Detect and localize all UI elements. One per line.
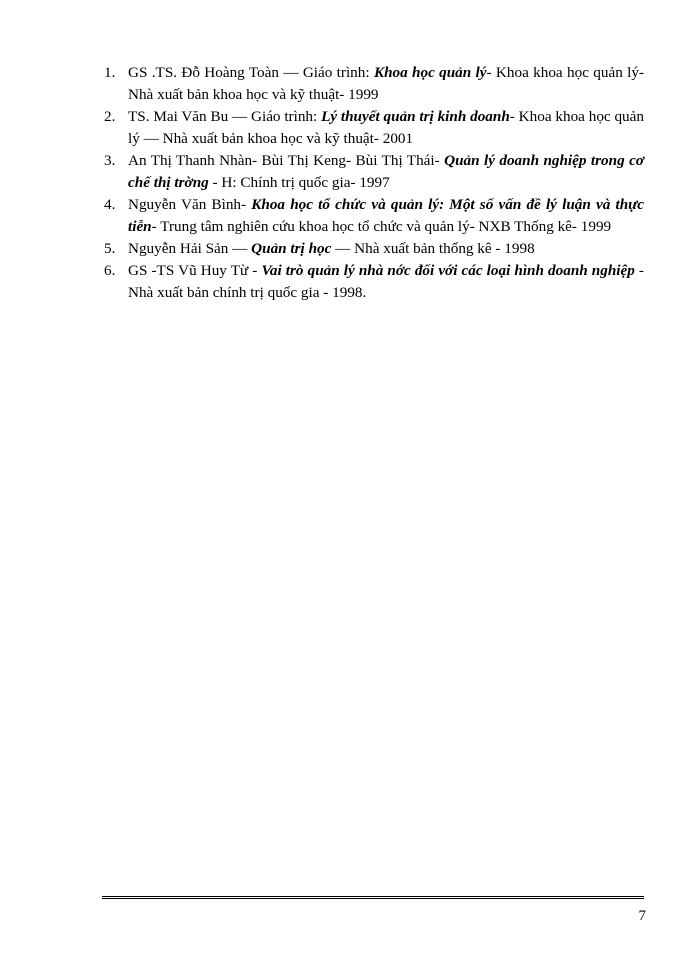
reference-author: TS. Mai Văn Bu — Giáo trình: xyxy=(128,108,322,125)
reference-number: 1. xyxy=(104,64,116,81)
reference-title: Quản trị học xyxy=(251,240,332,257)
reference-item xyxy=(104,194,644,238)
reference-title: Lý thuyết quản trị kinh doanh xyxy=(321,108,510,125)
reference-publisher: - Nhà xuất bản chính trị quốc gia - 1998. xyxy=(128,262,644,301)
reference-title: Vai trò quản lý nhà nớc đối với các loại hình doanh nghiệp xyxy=(261,262,635,279)
reference-item xyxy=(104,106,644,150)
reference-title: Khoa học quản lý xyxy=(373,64,487,81)
reference-title: Quản lý doanh nghiệp trong cơ chế thị trờng xyxy=(128,152,644,191)
page-number: 7 xyxy=(638,908,646,924)
reference-author: An Thị Thanh Nhàn- Bùi Thị Keng- Bùi Thị Thái- xyxy=(128,152,445,169)
reference-publisher: - Khoa khoa học quản lý- Nhà xuất bản khoa học và kỹ thuật- 1999 xyxy=(128,64,644,103)
reference-publisher: — Nhà xuất bản thống kê - 1998 xyxy=(331,240,535,257)
reference-publisher: - Trung tâm nghiên cứu khoa học tổ chức và quản lý- NXB Thống kê- 1999 xyxy=(151,218,612,235)
reference-publisher: - Khoa khoa học quản lý — Nhà xuất bản khoa học và kỹ thuật- 2001 xyxy=(128,108,644,147)
footer-divider xyxy=(102,896,644,899)
reference-item xyxy=(104,238,644,260)
reference-number: 6. xyxy=(104,262,116,279)
reference-author: Nguyễn Hải Sản — xyxy=(128,240,252,257)
reference-author: GS .TS. Đỗ Hoàng Toàn — Giáo trình: xyxy=(128,64,374,81)
reference-item xyxy=(104,150,644,194)
reference-list xyxy=(104,62,644,304)
reference-author: GS -TS Vũ Huy Từ - xyxy=(128,262,262,279)
reference-number: 3. xyxy=(104,152,116,169)
reference-number: 2. xyxy=(104,108,116,125)
reference-item xyxy=(104,260,644,304)
reference-publisher: - H: Chính trị quốc gia- 1997 xyxy=(208,174,390,191)
reference-item xyxy=(104,62,644,106)
reference-number: 4. xyxy=(104,196,116,213)
reference-author: Nguyễn Văn Bình- xyxy=(128,196,252,213)
reference-number: 5. xyxy=(104,240,116,257)
reference-title: Khoa học tổ chức và quản lý: Một số vấn đề lý luận và thực tiễn xyxy=(128,196,644,235)
